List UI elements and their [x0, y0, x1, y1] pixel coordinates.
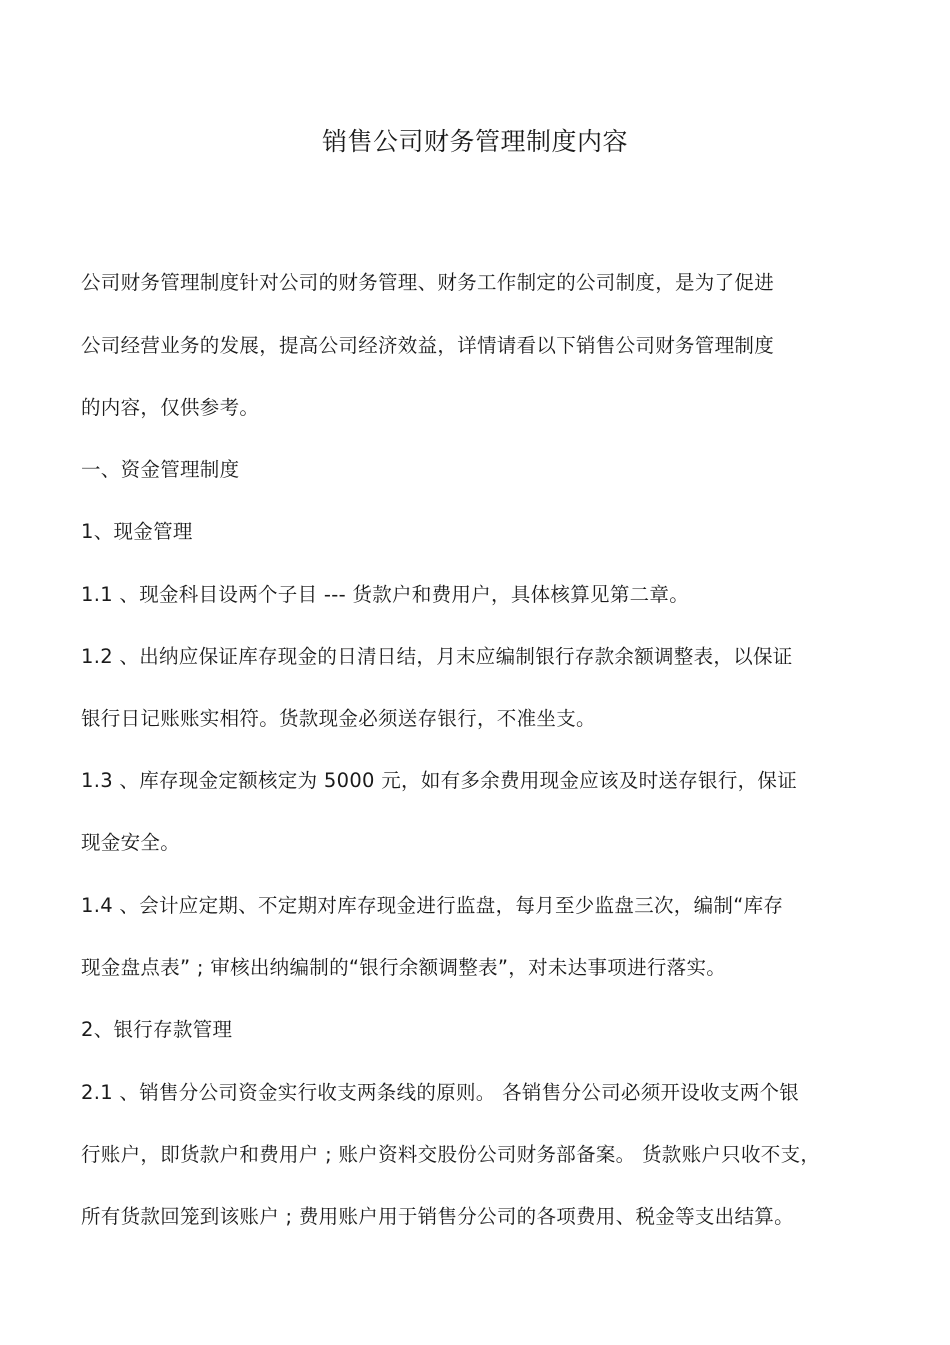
paragraph-line: 1.2 、出纳应保证库存现金的日清日结，月末应编制银行存款余额调整表，以保证 [81, 645, 793, 668]
paragraph-line: 公司财务管理制度针对公司的财务管理、财务工作制定的公司制度，是为了促进 [81, 271, 775, 294]
paragraph-line: 银行日记账账实相符。货款现金必须送存银行，不准坐支。 [81, 707, 596, 730]
paragraph-line: 现金安全。 [81, 831, 181, 854]
paragraph-line: 1.3 、库存现金定额核定为 5000 元，如有多余费用现金应该及时送存银行，保证 [81, 769, 798, 792]
paragraph-line: 公司经营业务的发展，提高公司经济效益，详情请看以下销售公司财务管理制度 [81, 334, 775, 357]
paragraph-line: 现金盘点表” ; 审核出纳编制的“银行余额调整表”，对未达事项进行落实。 [81, 956, 727, 979]
section-heading: 一、资金管理制度 [81, 458, 240, 481]
subsection-heading: 2、银行存款管理 [81, 1018, 233, 1041]
paragraph-line: 的内容，仅供参考。 [81, 396, 260, 419]
paragraph-line: 行账户，即货款户和费用户 ; 账户资料交股份公司财务部备案。 货款账户只收不支， [81, 1143, 821, 1166]
subsection-heading: 1、现金管理 [81, 520, 193, 543]
paragraph-line: 2.1 、销售分公司资金实行收支两条线的原则。 各销售分公司必须开设收支两个银 [81, 1081, 800, 1104]
paragraph-line: 1.4 、会计应定期、不定期对库存现金进行监盘，每月至少监盘三次，编制“库存 [81, 894, 784, 917]
paragraph-line: 1.1 、现金科目设两个子目 --- 货款户和费用户，具体核算见第二章。 [81, 583, 690, 606]
paragraph-line: 所有货款回笼到该账户 ; 费用账户用于销售分公司的各项费用、税金等支出结算。 [81, 1205, 794, 1228]
document-title: 销售公司财务管理制度内容 [321, 127, 628, 156]
